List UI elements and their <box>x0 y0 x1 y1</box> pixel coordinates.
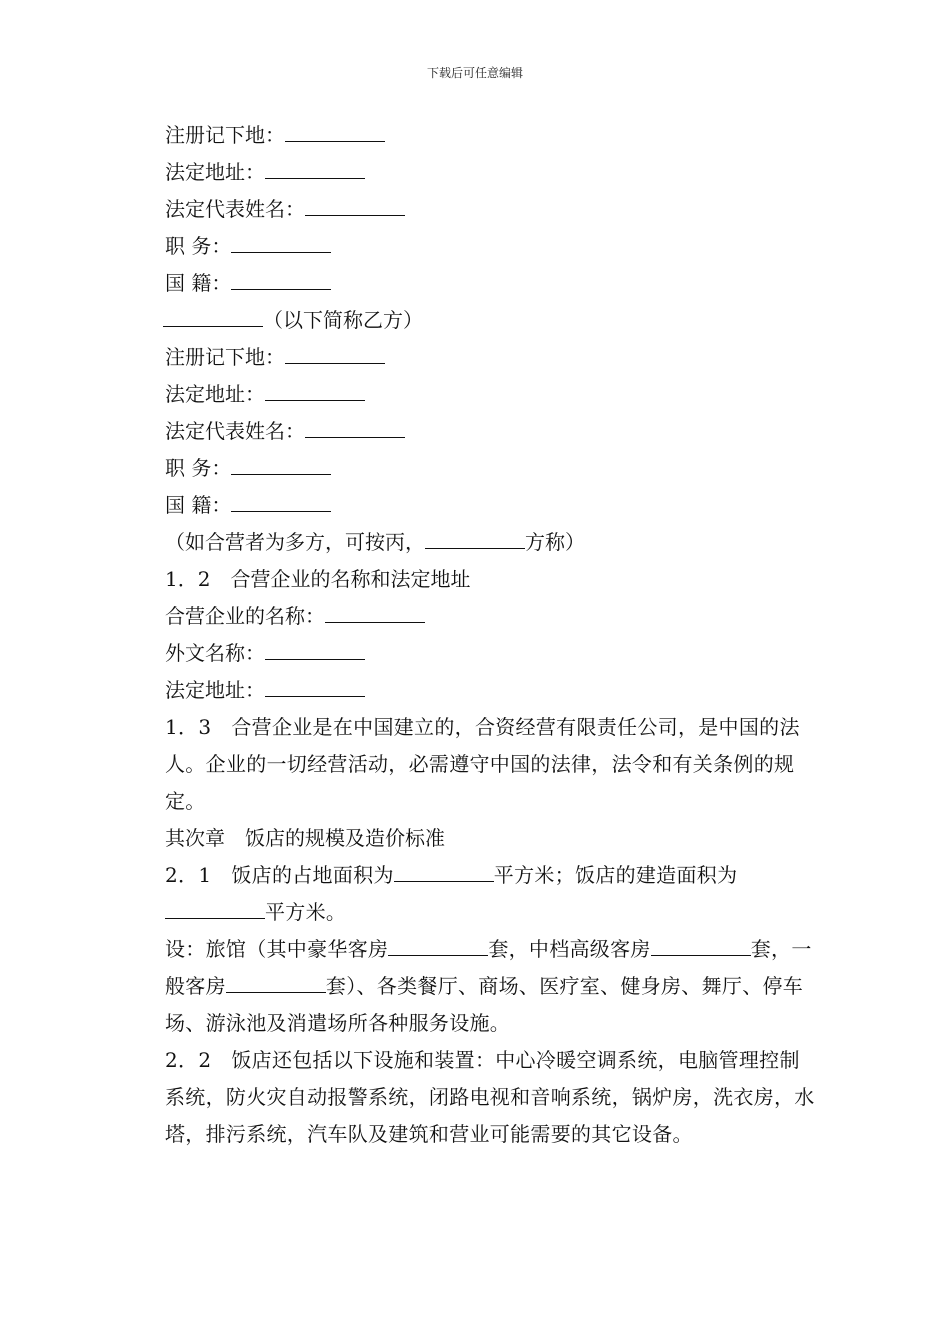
facilities-paragraph: 设：旅馆（其中豪华客房 套，中档高级客房 套，一般客房 套）、各类餐厅、商场、医疗室、健身房、舞厅、停车场、游泳池及消遣场所各种服务设施。 <box>145 931 815 1042</box>
blank-field[interactable] <box>285 119 385 142</box>
section-2-2-paragraph: 2．2 饭店还包括以下设施和装置：中心冷暖空调系统，电脑管理控制系统，防火灾自动报警系统，闭路电视和音响系统，锅炉房，洗衣房，水塔，排污系统，汽车队及建筑和营业可能需要的其它设备。 <box>165 1048 815 1146</box>
blank-field[interactable] <box>265 156 365 179</box>
blank-field[interactable] <box>305 193 405 216</box>
party-b-address: 法定地址： <box>145 376 815 413</box>
party-b-rep-name: 法定代表姓名： <box>145 413 815 450</box>
blank-field[interactable] <box>265 674 365 697</box>
party-b-title: （以下简称乙方） <box>145 302 815 339</box>
blank-field[interactable] <box>231 452 331 475</box>
section-2-1-paragraph: 2．1 饭店的占地面积为 平方米；饭店的建造面积为平方米。 <box>145 857 815 931</box>
party-a-address: 法定地址： <box>145 154 815 191</box>
blank-field[interactable] <box>425 526 525 549</box>
party-a-rep-name: 法定代表姓名： <box>145 191 815 228</box>
blank-field[interactable] <box>265 637 365 660</box>
blank-field[interactable] <box>231 230 331 253</box>
blank-field[interactable] <box>163 304 263 327</box>
party-a-reg-place: 注册记下地： <box>145 117 815 154</box>
blank-field[interactable] <box>226 970 326 993</box>
blank-field[interactable] <box>305 415 405 438</box>
document-body <box>145 117 815 1153</box>
multi-party-note: （如合营者为多方，可按丙， 方称） <box>145 524 815 561</box>
party-b-position: 职 务： <box>145 450 815 487</box>
party-b-nationality: 国 籍： <box>145 487 815 524</box>
blank-field[interactable] <box>165 896 265 919</box>
blank-field[interactable] <box>231 489 331 512</box>
chapter-2-heading: 其次章 饭店的规模及造价标准 <box>165 826 445 850</box>
blank-field[interactable] <box>231 267 331 290</box>
blank-field[interactable] <box>394 859 494 882</box>
jv-name: 合营企业的名称： <box>145 598 815 635</box>
blank-field[interactable] <box>285 341 385 364</box>
jv-address: 法定地址： <box>145 672 815 709</box>
party-b-reg-place: 注册记下地： <box>145 339 815 376</box>
party-a-nationality: 国 籍： <box>145 265 815 302</box>
section-1-2-heading: 1．2 合营企业的名称和法定地址 <box>165 567 471 591</box>
party-a-position: 职 务： <box>145 228 815 265</box>
page-header: 下载后可任意编辑 <box>426 66 523 80</box>
section-1-3-paragraph: 1．3 合营企业是在中国建立的，合资经营有限责任公司，是中国的法人。企业的一切经营活动，必需遵守中国的法律，法令和有关条例的规定。 <box>165 715 800 813</box>
blank-field[interactable] <box>325 600 425 623</box>
jv-foreign-name: 外文名称： <box>145 635 815 672</box>
blank-field[interactable] <box>388 933 488 956</box>
blank-field[interactable] <box>651 933 751 956</box>
blank-field[interactable] <box>265 378 365 401</box>
